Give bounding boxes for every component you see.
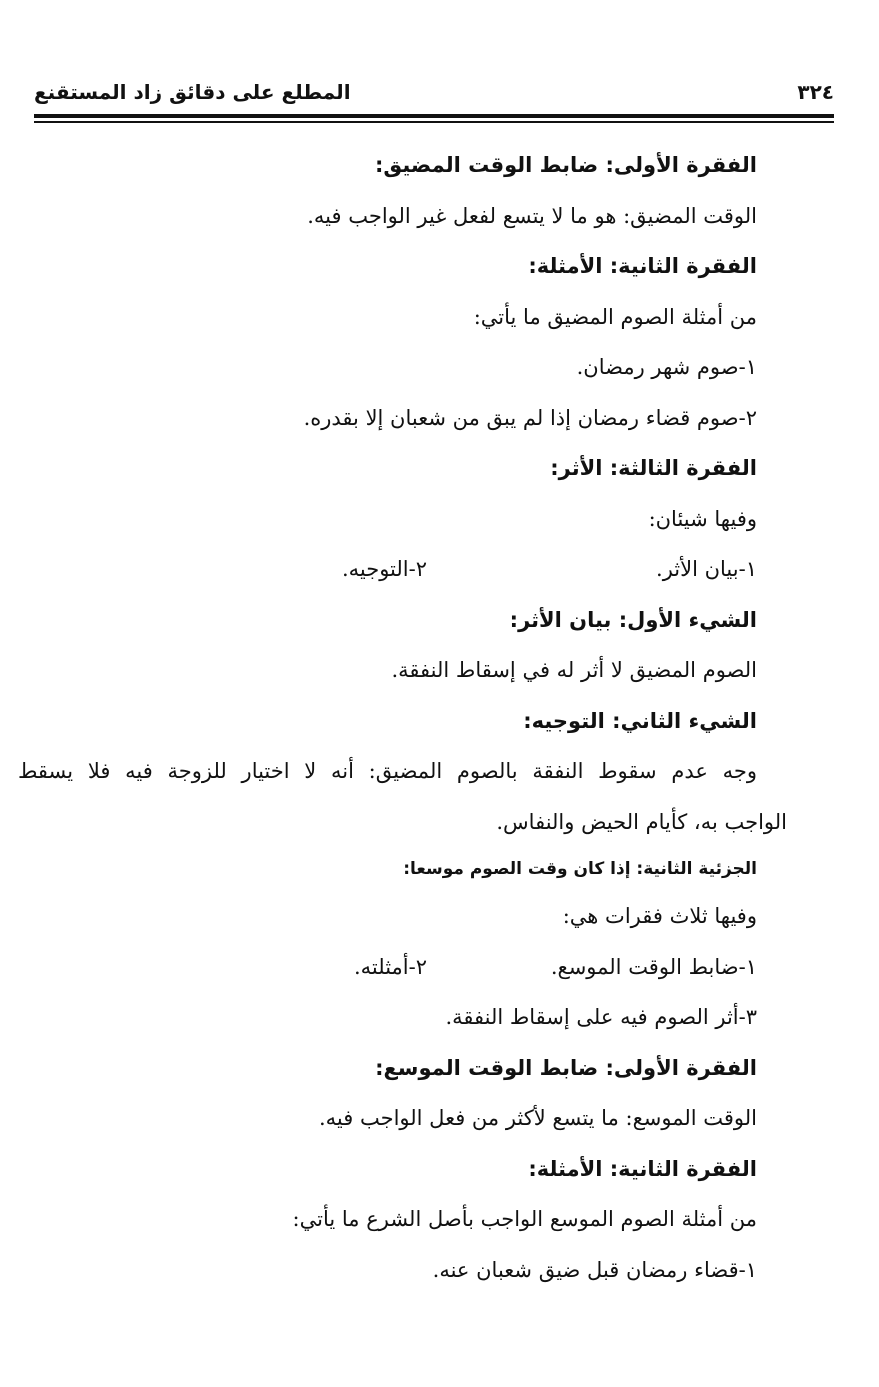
page-body	[18, 140, 787, 1295]
section-heading	[30, 595, 757, 646]
line-text: ٢-صوم قضاء رمضان إذا لم يبق من شعبان إلا بقدره.	[303, 405, 757, 430]
text-line	[30, 494, 757, 545]
section-heading	[30, 241, 757, 292]
line-text: ١-ضابط الوقت الموسع.	[550, 954, 757, 979]
line-text: ١-قضاء رمضان قبل ضيق شعبان عنه.	[432, 1257, 757, 1282]
line-text: الفقرة الثالثة: الأثر:	[550, 456, 757, 480]
text-line	[30, 891, 757, 942]
line-text: الواجب به، كأيام الحيض والنفاس.	[496, 809, 787, 834]
paragraph-line	[30, 797, 787, 848]
text-line	[30, 393, 757, 444]
line-text: من أمثلة الصوم الموسع الواجب بأصل الشرع ما يأتي:	[292, 1207, 757, 1231]
line-text: الفقرة الثانية: الأمثلة:	[528, 254, 757, 278]
second-column-item: ٢-التوجيه.	[341, 557, 427, 581]
line-text: من أمثلة الصوم المضيق ما يأتي:	[473, 304, 757, 329]
line-text: ١-صوم شهر رمضان.	[576, 355, 757, 379]
running-header	[34, 76, 834, 116]
paragraph-line	[18, 746, 757, 797]
text-line	[30, 942, 757, 993]
line-text: الصوم المضيق لا أثر له في إسقاط النفقة.	[391, 658, 757, 682]
line-text: الفقرة الأولى: ضابط الوقت المضيق:	[375, 153, 757, 177]
text-line	[30, 645, 757, 696]
subsection-heading	[30, 847, 757, 891]
line-text: ١-بيان الأثر.	[656, 557, 757, 581]
text-line	[30, 292, 757, 343]
line-text: وجه عدم سقوط النفقة بالصوم المضيق: أنه لا اختيار للزوجة فيه فلا يسقط	[18, 759, 757, 783]
section-heading	[30, 1043, 757, 1094]
line-text: الوقت المضيق: هو ما لا يتسع لفعل غير الواجب فيه.	[307, 203, 757, 228]
line-text: ٣-أثر الصوم فيه على إسقاط النفقة.	[445, 1005, 757, 1029]
text-line	[30, 992, 757, 1043]
text-line	[30, 1245, 757, 1296]
text-line	[30, 544, 757, 595]
line-text: الشيء الثاني: التوجيه:	[523, 708, 757, 733]
line-text: الشيء الأول: بيان الأثر:	[509, 607, 757, 632]
text-line	[30, 1093, 757, 1144]
section-heading	[30, 1144, 757, 1195]
line-text: الفقرة الأولى: ضابط الوقت الموسع:	[375, 1055, 757, 1080]
line-text: الوقت الموسع: ما يتسع لأكثر من فعل الواجب فيه.	[319, 1106, 757, 1130]
text-line	[30, 342, 757, 393]
second-column-item: ٢-أمثلته.	[353, 954, 427, 979]
section-heading	[30, 696, 757, 747]
line-text: الجزئية الثانية: إذا كان وقت الصوم موسعا:	[403, 859, 757, 879]
line-text: وفيها شيئان:	[648, 506, 757, 531]
line-text: الفقرة الثانية: الأمثلة:	[528, 1156, 757, 1181]
header-rule-thin	[34, 121, 834, 123]
book-title: المطلع على دقائق زاد المستقنع	[34, 80, 351, 104]
line-text: وفيها ثلاث فقرات هي:	[562, 904, 757, 928]
text-line	[30, 1194, 757, 1245]
section-heading	[30, 140, 757, 191]
page-number: ٣٢٤	[797, 80, 834, 104]
section-heading	[30, 443, 757, 494]
header-rule-thick	[34, 114, 834, 118]
text-line	[30, 191, 757, 242]
